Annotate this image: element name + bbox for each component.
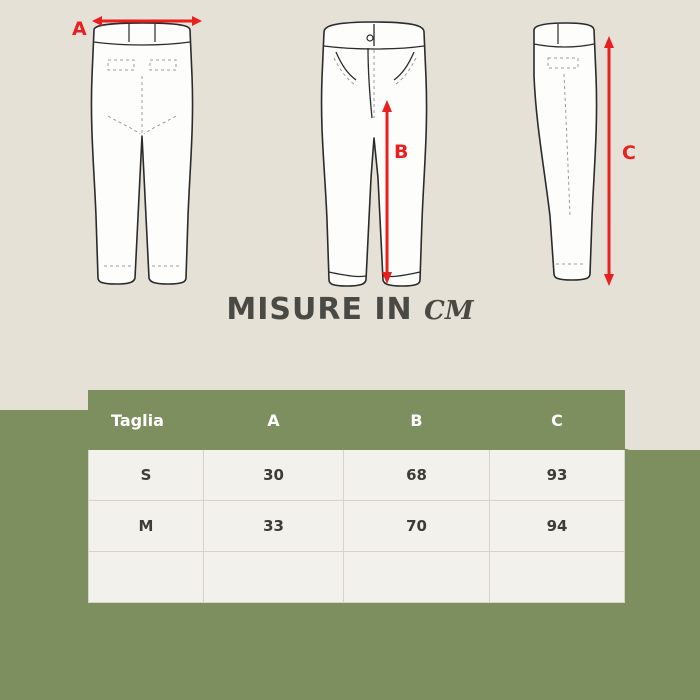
cell-b: [344, 552, 490, 603]
marker-b-arrow: [374, 96, 400, 288]
table-row: [89, 501, 625, 552]
column-header-c: C: [490, 391, 625, 450]
cell-b: 68: [344, 450, 490, 501]
column-header-size: Taglia: [89, 391, 204, 450]
cell-size: M: [89, 501, 204, 552]
cell-size: [89, 552, 204, 603]
trousers-front-view: [312, 14, 437, 294]
marker-a-arrow: [84, 8, 209, 34]
table-row: [89, 450, 625, 501]
title-unit: CM: [424, 296, 474, 326]
page-title: [0, 292, 700, 327]
size-table: [88, 390, 625, 603]
marker-c-arrow: [596, 32, 622, 290]
trousers-back-view: [82, 16, 202, 291]
cell-a: 33: [204, 501, 344, 552]
trousers-side-view: [518, 16, 608, 288]
cell-size: S: [89, 450, 204, 501]
cell-a: 30: [204, 450, 344, 501]
illustrations-area: [0, 0, 700, 300]
size-table-wrapper: [88, 390, 624, 603]
cell-b: 70: [344, 501, 490, 552]
cell-c: 93: [490, 450, 625, 501]
title-text: MISURE IN: [226, 292, 413, 327]
marker-label-c: C: [622, 142, 637, 164]
cell-a: [204, 552, 344, 603]
column-header-b: B: [344, 391, 490, 450]
cell-c: 94: [490, 501, 625, 552]
marker-label-a: A: [72, 18, 88, 40]
column-header-a: A: [204, 391, 344, 450]
marker-label-b: B: [394, 141, 409, 163]
table-header-row: [89, 391, 625, 450]
table-row: [89, 552, 625, 603]
cell-c: [490, 552, 625, 603]
